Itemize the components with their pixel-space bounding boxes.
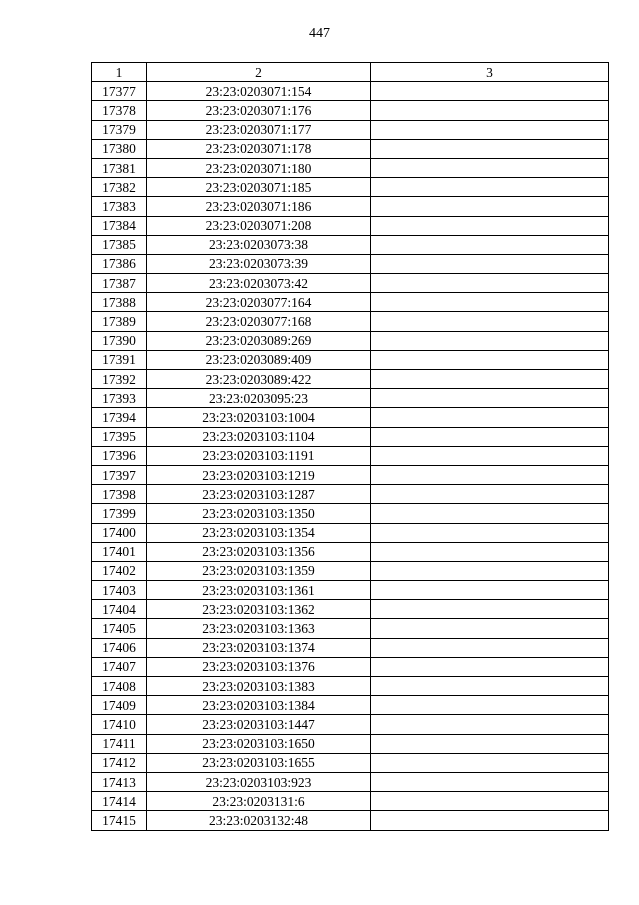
cadastral-number-cell: 23:23:0203103:1104 <box>147 427 371 446</box>
table-row <box>92 485 609 504</box>
table-row <box>92 561 609 580</box>
notes-cell <box>371 811 609 830</box>
table-row <box>92 158 609 177</box>
notes-cell <box>371 350 609 369</box>
row-number-cell: 17385 <box>92 235 147 254</box>
cadastral-number-cell: 23:23:0203103:1359 <box>147 561 371 580</box>
row-number-cell: 17414 <box>92 792 147 811</box>
table-row <box>92 753 609 772</box>
cadastral-number-cell: 23:23:0203132:48 <box>147 811 371 830</box>
row-number-cell: 17415 <box>92 811 147 830</box>
table-row <box>92 811 609 830</box>
row-number-cell: 17396 <box>92 446 147 465</box>
table-row <box>92 408 609 427</box>
cadastral-number-cell: 23:23:0203073:42 <box>147 274 371 293</box>
row-number-cell: 17404 <box>92 600 147 619</box>
table-row <box>92 82 609 101</box>
column-header-2: 2 <box>147 63 371 82</box>
row-number-cell: 17408 <box>92 677 147 696</box>
cadastral-number-cell: 23:23:0203103:1350 <box>147 504 371 523</box>
row-number-cell: 17381 <box>92 158 147 177</box>
notes-cell <box>371 504 609 523</box>
notes-cell <box>371 485 609 504</box>
notes-cell <box>371 734 609 753</box>
notes-cell <box>371 696 609 715</box>
table-row <box>92 120 609 139</box>
row-number-cell: 17378 <box>92 101 147 120</box>
cadastral-number-cell: 23:23:0203071:186 <box>147 197 371 216</box>
table-row <box>92 312 609 331</box>
table-row <box>92 677 609 696</box>
row-number-cell: 17394 <box>92 408 147 427</box>
notes-cell <box>371 753 609 772</box>
cadastral-number-cell: 23:23:0203103:1447 <box>147 715 371 734</box>
table-row <box>92 350 609 369</box>
row-number-cell: 17380 <box>92 139 147 158</box>
cadastral-number-cell: 23:23:0203103:1361 <box>147 581 371 600</box>
cadastral-number-cell: 23:23:0203103:1650 <box>147 734 371 753</box>
row-number-cell: 17382 <box>92 178 147 197</box>
notes-cell <box>371 331 609 350</box>
notes-cell <box>371 619 609 638</box>
table-row <box>92 446 609 465</box>
row-number-cell: 17400 <box>92 523 147 542</box>
table-row <box>92 370 609 389</box>
row-number-cell: 17398 <box>92 485 147 504</box>
row-number-cell: 17397 <box>92 465 147 484</box>
cadastral-number-cell: 23:23:0203103:1362 <box>147 600 371 619</box>
notes-cell <box>371 82 609 101</box>
row-number-cell: 17406 <box>92 638 147 657</box>
notes-cell <box>371 581 609 600</box>
cadastral-number-cell: 23:23:0203103:1363 <box>147 619 371 638</box>
notes-cell <box>371 600 609 619</box>
table-row <box>92 523 609 542</box>
notes-cell <box>371 542 609 561</box>
notes-cell <box>371 120 609 139</box>
table-row <box>92 792 609 811</box>
notes-cell <box>371 792 609 811</box>
row-number-cell: 17383 <box>92 197 147 216</box>
row-number-cell: 17413 <box>92 772 147 791</box>
notes-cell <box>371 772 609 791</box>
table-row <box>92 427 609 446</box>
cadastral-number-cell: 23:23:0203103:1374 <box>147 638 371 657</box>
notes-cell <box>371 197 609 216</box>
cadastral-number-cell: 23:23:0203071:177 <box>147 120 371 139</box>
table-row <box>92 504 609 523</box>
row-number-cell: 17405 <box>92 619 147 638</box>
cadastral-number-cell: 23:23:0203071:208 <box>147 216 371 235</box>
row-number-cell: 17402 <box>92 561 147 580</box>
row-number-cell: 17386 <box>92 254 147 273</box>
row-number-cell: 17401 <box>92 542 147 561</box>
notes-cell <box>371 638 609 657</box>
table-row <box>92 772 609 791</box>
row-number-cell: 17387 <box>92 274 147 293</box>
notes-cell <box>371 178 609 197</box>
cadastral-number-cell: 23:23:0203073:38 <box>147 235 371 254</box>
table-row <box>92 216 609 235</box>
row-number-cell: 17410 <box>92 715 147 734</box>
cadastral-number-cell: 23:23:0203103:923 <box>147 772 371 791</box>
table-row <box>92 178 609 197</box>
row-number-cell: 17377 <box>92 82 147 101</box>
notes-cell <box>371 408 609 427</box>
notes-cell <box>371 235 609 254</box>
notes-cell <box>371 216 609 235</box>
cadastral-number-cell: 23:23:0203077:164 <box>147 293 371 312</box>
notes-cell <box>371 715 609 734</box>
row-number-cell: 17392 <box>92 370 147 389</box>
notes-cell <box>371 370 609 389</box>
cadastral-number-cell: 23:23:0203103:1354 <box>147 523 371 542</box>
table-row <box>92 638 609 657</box>
table-header <box>92 63 609 82</box>
table-row <box>92 101 609 120</box>
notes-cell <box>371 657 609 676</box>
notes-cell <box>371 274 609 293</box>
notes-cell <box>371 293 609 312</box>
table-row <box>92 389 609 408</box>
cadastral-number-cell: 23:23:0203103:1383 <box>147 677 371 696</box>
cadastral-number-cell: 23:23:0203071:180 <box>147 158 371 177</box>
column-header-1: 1 <box>92 63 147 82</box>
notes-cell <box>371 427 609 446</box>
cadastral-number-cell: 23:23:0203131:6 <box>147 792 371 811</box>
cadastral-number-cell: 23:23:0203103:1376 <box>147 657 371 676</box>
notes-cell <box>371 139 609 158</box>
table-row <box>92 139 609 158</box>
table-row <box>92 465 609 484</box>
cadastral-number-cell: 23:23:0203103:1384 <box>147 696 371 715</box>
table-row <box>92 715 609 734</box>
table-row <box>92 600 609 619</box>
notes-cell <box>371 158 609 177</box>
cadastral-number-cell: 23:23:0203073:39 <box>147 254 371 273</box>
table-row <box>92 274 609 293</box>
table-row <box>92 657 609 676</box>
cadastral-table <box>91 62 609 831</box>
table-row <box>92 542 609 561</box>
notes-cell <box>371 254 609 273</box>
cadastral-number-cell: 23:23:0203103:1191 <box>147 446 371 465</box>
row-number-cell: 17411 <box>92 734 147 753</box>
cadastral-number-cell: 23:23:0203089:269 <box>147 331 371 350</box>
cadastral-number-cell: 23:23:0203103:1004 <box>147 408 371 427</box>
notes-cell <box>371 677 609 696</box>
row-number-cell: 17379 <box>92 120 147 139</box>
table-row <box>92 197 609 216</box>
notes-cell <box>371 312 609 331</box>
cadastral-number-cell: 23:23:0203095:23 <box>147 389 371 408</box>
row-number-cell: 17384 <box>92 216 147 235</box>
notes-cell <box>371 561 609 580</box>
table-row <box>92 696 609 715</box>
cadastral-number-cell: 23:23:0203071:154 <box>147 82 371 101</box>
notes-cell <box>371 101 609 120</box>
cadastral-number-cell: 23:23:0203089:409 <box>147 350 371 369</box>
notes-cell <box>371 446 609 465</box>
row-number-cell: 17389 <box>92 312 147 331</box>
table-row <box>92 235 609 254</box>
cadastral-number-cell: 23:23:0203103:1219 <box>147 465 371 484</box>
row-number-cell: 17403 <box>92 581 147 600</box>
cadastral-number-cell: 23:23:0203071:178 <box>147 139 371 158</box>
table-row <box>92 619 609 638</box>
row-number-cell: 17391 <box>92 350 147 369</box>
column-header-3: 3 <box>371 63 609 82</box>
table-row <box>92 581 609 600</box>
cadastral-number-cell: 23:23:0203103:1287 <box>147 485 371 504</box>
cadastral-number-cell: 23:23:0203077:168 <box>147 312 371 331</box>
table-body <box>92 82 609 830</box>
notes-cell <box>371 389 609 408</box>
row-number-cell: 17390 <box>92 331 147 350</box>
row-number-cell: 17409 <box>92 696 147 715</box>
table-row <box>92 331 609 350</box>
cadastral-number-cell: 23:23:0203103:1655 <box>147 753 371 772</box>
row-number-cell: 17399 <box>92 504 147 523</box>
table-row <box>92 734 609 753</box>
cadastral-number-cell: 23:23:0203103:1356 <box>147 542 371 561</box>
row-number-cell: 17388 <box>92 293 147 312</box>
row-number-cell: 17393 <box>92 389 147 408</box>
row-number-cell: 17412 <box>92 753 147 772</box>
cadastral-number-cell: 23:23:0203089:422 <box>147 370 371 389</box>
cadastral-number-cell: 23:23:0203071:185 <box>147 178 371 197</box>
row-number-cell: 17407 <box>92 657 147 676</box>
table-row <box>92 254 609 273</box>
page-number: 447 <box>309 26 330 41</box>
cadastral-number-cell: 23:23:0203071:176 <box>147 101 371 120</box>
row-number-cell: 17395 <box>92 427 147 446</box>
table-header-row <box>92 63 609 82</box>
notes-cell <box>371 465 609 484</box>
table-row <box>92 293 609 312</box>
notes-cell <box>371 523 609 542</box>
